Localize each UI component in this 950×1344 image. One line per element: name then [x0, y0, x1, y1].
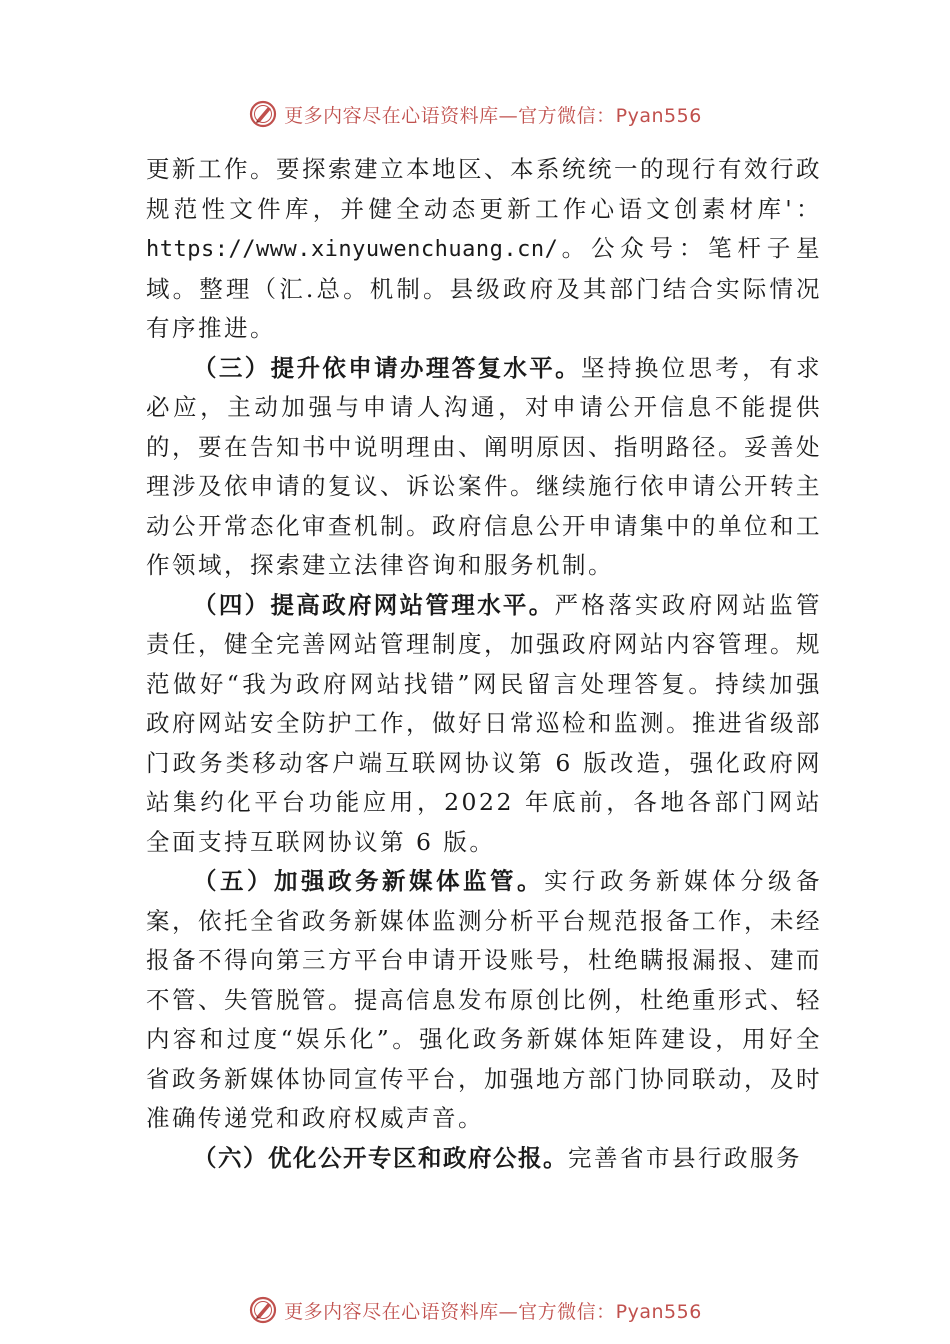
section-heading-3: （三）提升依申请办理答复水平。 [193, 353, 582, 382]
paragraph-3-body: 严格落实政府网站监管责任，健全完善网站管理制度，加强政府网站内容管理。规范做好“我为政府网站找错”网民留言处理答复。持续加强政府网站安全防护工作，做好日常巡检和监测。推进省级部门政务类移动客户端互联网协议第 6 版改造，强化政府网站集约化平台功能应用，2022 年底前，各地各部门网站全面支持互联网协议第 6 版。 [146, 590, 823, 856]
banner-wechat-id: Pyan556 [615, 1300, 702, 1323]
paragraph-4 [146, 862, 822, 1139]
document-body [146, 150, 822, 1178]
section-heading-6: （六）优化公开专区和政府公报。 [193, 1143, 568, 1172]
banner-text [284, 1297, 702, 1324]
paragraph-1-text-a: 更新工作。要探索建立本地区、本系统统一的现行有效行政规范性文件库，并健全动态更新工作心语文创素材库'： [146, 155, 822, 223]
paragraph-1-text-b: 。公众号：笔杆子星域。整理（汇.总。机制。县级政府及其部门结合实际情况有序推进。 [146, 234, 822, 342]
paragraph-4-body: 实行政务新媒体分级备案，依托全省政务新媒体监测分析平台规范报备工作，未经报备不得向第三方平台申请开设账号，杜绝瞒报漏报、建而不管、失管脱管。提高信息发布原创比例，杜绝重形式、轻内容和过度“娱乐化”。强化政务新媒体矩阵建设，用好全省政务新媒体协同宣传平台，加强地方部门协同联动，及时准确传递党和政府权威声音。 [146, 867, 822, 1132]
paragraph-1 [146, 150, 822, 349]
section-heading-4: （四）提高政府网站管理水平。 [193, 590, 555, 619]
footer-banner [0, 1290, 950, 1330]
banner-text-cn: 更多内容尽在心语资料库—官方微信： [284, 104, 616, 127]
paragraph-3 [146, 586, 822, 863]
pen-seal-logo-icon [248, 1295, 278, 1325]
paragraph-1-url: https://www.xinyuwenchuang.cn/ [146, 237, 559, 262]
pen-seal-logo-icon [248, 99, 278, 129]
paragraph-2-body: 坚持换位思考，有求必应，主动加强与申请人沟通，对申请公开信息不能提供的，要在告知书中说明理由、阐明原因、指明路径。妥善处理涉及依申请的复议、诉讼案件。继续施行依申请公开转主动公开常态化审查机制。政府信息公开申请集中的单位和工作领域，探索建立法律咨询和服务机制。 [146, 353, 823, 579]
banner-text [284, 101, 702, 128]
paragraph-5 [146, 1139, 822, 1179]
header-banner [0, 94, 950, 134]
section-heading-5: （五）加强政务新媒体监管。 [193, 867, 544, 895]
paragraph-2 [146, 349, 822, 586]
paragraph-5-body: 完善省市县行政服务 [568, 1143, 802, 1172]
banner-wechat-id: Pyan556 [615, 104, 702, 127]
banner-text-cn: 更多内容尽在心语资料库—官方微信： [284, 1300, 616, 1323]
